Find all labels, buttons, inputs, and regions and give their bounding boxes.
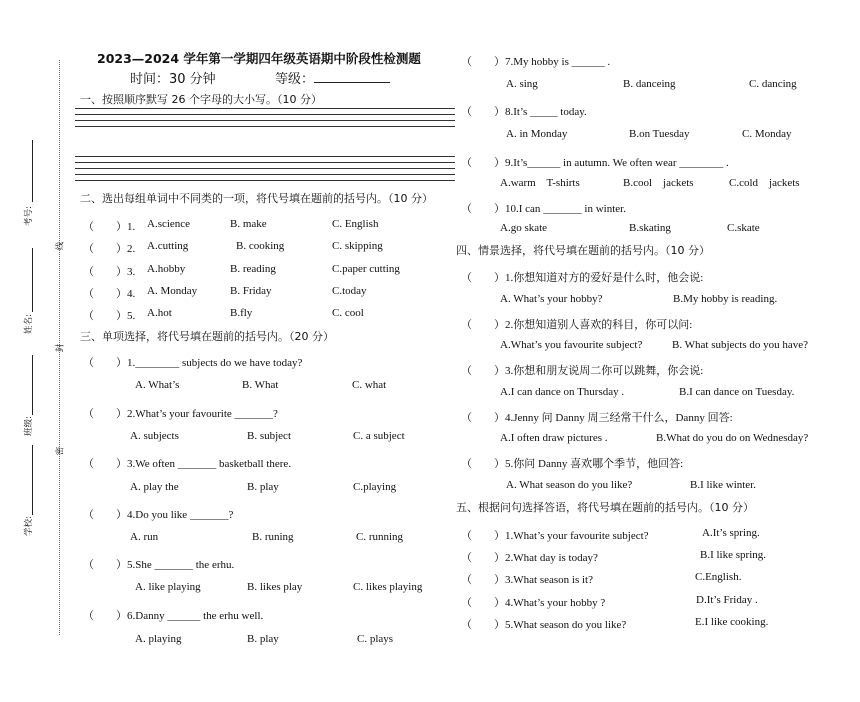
s3-q8-stem: （ ）8.It’s _____ today. xyxy=(461,106,587,118)
binding-mark-xian: 线 xyxy=(55,241,66,251)
s2-q1-option-c: C. English xyxy=(332,218,379,230)
s3-q9-option-b: B.cool jackets xyxy=(623,177,694,189)
s5-q3-answer-option: C.English. xyxy=(695,571,742,583)
class-line xyxy=(32,355,33,415)
s5-q1-answer-option: A.It’s spring. xyxy=(702,527,760,539)
s2-q4-option-c: C.today xyxy=(332,285,367,297)
s3-q7-stem: （ ）7.My hobby is ______ . xyxy=(461,56,611,68)
s3-q4-option-c: C. running xyxy=(356,531,404,543)
s3-q4-stem: （ ）4.Do you like _______? xyxy=(83,509,234,521)
s3-q3-option-c: C.playing xyxy=(353,481,397,493)
exam-number-line xyxy=(32,140,33,202)
s4-q3-option-b: B.I can dance on Tuesday. xyxy=(679,386,795,398)
s2-q2-number: （ ）2. xyxy=(83,243,136,255)
s3-q9-stem: （ ）9.It’s______ in autumn. We often wear ________ . xyxy=(461,157,729,169)
s3-q1-option-c: C. what xyxy=(352,379,387,391)
s3-q6-option-b: B. play xyxy=(247,633,279,645)
s4-q3-stem: （ ）3.你想和朋友说周二你可以跳舞，你会说: xyxy=(461,365,704,377)
s3-q1-option-b: B. What xyxy=(242,379,279,391)
s4-q5-option-a: A. What season do you like? xyxy=(506,479,633,491)
s3-q5-option-c: C. likes playing xyxy=(353,581,423,593)
s3-q2-option-c: C. a subject xyxy=(353,430,405,442)
s5-q4-answer-option: D.It’s Friday . xyxy=(696,594,758,606)
s2-q5-option-c: C. cool xyxy=(332,307,364,319)
school-label: 学校: xyxy=(23,516,34,536)
binding-mark-mi: 密 xyxy=(55,446,66,456)
writing-line xyxy=(75,114,455,115)
s3-q3-stem: （ ）3.We often _______ basketball there. xyxy=(83,458,292,470)
writing-line xyxy=(75,156,455,157)
s3-q4-option-a: A. run xyxy=(130,531,159,543)
s3-q7-option-b: B. danceing xyxy=(623,78,676,90)
binding-mark-feng: 封 xyxy=(55,343,66,353)
writing-line xyxy=(75,180,455,181)
s4-q4-option-a: A.I often draw pictures . xyxy=(500,432,608,444)
name-line xyxy=(32,248,33,312)
exam-title: 2023—2024 学年第一学期四年级英语期中阶段性检测题 xyxy=(97,51,421,66)
s3-q10-option-a: A.go skate xyxy=(500,222,548,234)
exam-time: 时间：30 分钟 xyxy=(130,72,216,87)
s3-q10-option-c: C.skate xyxy=(727,222,760,234)
s2-q5-option-a: A.hot xyxy=(147,307,172,319)
s3-q3-option-b: B. play xyxy=(247,481,279,493)
s3-q10-stem: （ ）10.I can _______ in winter. xyxy=(461,203,626,215)
s3-q7-option-c: C. dancing xyxy=(749,78,797,90)
s2-q1-number: （ ）1. xyxy=(83,221,136,233)
s3-q2-option-b: B. subject xyxy=(247,430,291,442)
section-3-heading: 三、单项选择，将代号填在题前的括号内。（20 分） xyxy=(80,330,334,343)
s2-q3-option-c: C.paper cutting xyxy=(332,263,400,275)
writing-line xyxy=(75,108,455,109)
s4-q5-stem: （ ）5.你问 Danny 喜欢哪个季节，他回答: xyxy=(461,458,684,470)
writing-line xyxy=(75,174,455,175)
s2-q1-option-b: B. make xyxy=(230,218,267,230)
s4-q5-option-b: B.I like winter. xyxy=(690,479,756,491)
grade-blank[interactable] xyxy=(314,70,390,83)
s3-q8-option-b: B.on Tuesday xyxy=(629,128,690,140)
s3-q10-option-b: B.skating xyxy=(629,222,671,234)
s3-q6-option-c: C. plays xyxy=(357,633,394,645)
exam-number-label: 考号: xyxy=(23,206,34,226)
s4-q2-stem: （ ）2.你想知道别人喜欢的科目，你可以问: xyxy=(461,319,693,331)
s2-q4-option-a: A. Monday xyxy=(147,285,198,297)
section-2-heading: 二、选出每组单词中不同类的一项，将代号填在题前的括号内。（10 分） xyxy=(80,192,433,205)
s3-q2-option-a: A. subjects xyxy=(130,430,179,442)
s3-q9-option-c: C.cold jackets xyxy=(729,177,800,189)
s2-q4-option-b: B. Friday xyxy=(230,285,272,297)
grade-label: 等级： xyxy=(275,68,390,87)
writing-line xyxy=(75,168,455,169)
writing-line xyxy=(75,162,455,163)
s3-q5-stem: （ ）5.She _______ the erhu. xyxy=(83,559,235,571)
s3-q3-option-a: A. play the xyxy=(130,481,179,493)
s4-q1-option-b: B.My hobby is reading. xyxy=(673,293,778,305)
s3-q7-option-a: A. sing xyxy=(506,78,538,90)
s4-q1-option-a: A. What’s your hobby? xyxy=(500,293,603,305)
s3-q5-option-a: A. like playing xyxy=(135,581,201,593)
s3-q6-option-a: A. playing xyxy=(135,633,182,645)
s4-q2-option-b: B. What subjects do you have? xyxy=(672,339,809,351)
s2-q2-option-b: B. cooking xyxy=(236,240,285,252)
s3-q8-option-a: A. in Monday xyxy=(506,128,568,140)
section-1-heading: 一、按照顺序默写 26 个字母的大小写。（10 分） xyxy=(80,93,322,106)
s4-q4-option-b: B.What do you do on Wednesday? xyxy=(656,432,809,444)
s5-q2-stem: （ ）2.What day is today? xyxy=(461,552,598,564)
s2-q5-number: （ ）5. xyxy=(83,310,136,322)
s5-q2-answer-option: B.I like spring. xyxy=(700,549,766,561)
s2-q2-option-c: C. skipping xyxy=(332,240,383,252)
s3-q9-option-a: A.warm T-shirts xyxy=(500,177,580,189)
s3-q5-option-b: B. likes play xyxy=(247,581,303,593)
s3-q1-stem: （ ）1.________ subjects do we have today? xyxy=(83,357,303,369)
s2-q3-option-b: B. reading xyxy=(230,263,276,275)
writing-line xyxy=(75,120,455,121)
s5-q1-stem: （ ）1.What’s your favourite subject? xyxy=(461,530,649,542)
s3-q1-option-a: A. What’s xyxy=(135,379,180,391)
s3-q6-stem: （ ）6.Danny ______ the erhu well. xyxy=(83,610,264,622)
writing-line xyxy=(75,126,455,127)
s2-q4-number: （ ）4. xyxy=(83,288,136,300)
s2-q1-option-a: A.science xyxy=(147,218,191,230)
s5-q5-answer-option: E.I like cooking. xyxy=(695,616,769,628)
name-label: 姓名: xyxy=(23,314,34,334)
s2-q3-option-a: A.hobby xyxy=(147,263,186,275)
s3-q4-option-b: B. runing xyxy=(252,531,294,543)
s5-q5-stem: （ ）5.What season do you like? xyxy=(461,619,627,631)
class-label: 班级: xyxy=(23,416,34,436)
section-4-heading: 四、情景选择，将代号填在题前的括号内。（10 分） xyxy=(456,244,710,257)
s4-q2-option-a: A.What’s you favourite subject? xyxy=(500,339,643,351)
s3-q8-option-c: C. Monday xyxy=(742,128,792,140)
s5-q4-stem: （ ）4.What’s your hobby ? xyxy=(461,597,606,609)
s2-q5-option-b: B.fly xyxy=(230,307,253,319)
s5-q3-stem: （ ）3.What season is it? xyxy=(461,574,593,586)
school-line xyxy=(32,445,33,515)
s3-q2-stem: （ ）2.What’s your favourite _______? xyxy=(83,408,278,420)
s4-q1-stem: （ ）1.你想知道对方的爱好是什么时，他会说: xyxy=(461,272,704,284)
section-5-heading: 五、根据问句选择答语，将代号填在题前的括号内。（10 分） xyxy=(456,501,754,514)
s2-q3-number: （ ）3. xyxy=(83,266,136,278)
s4-q3-option-a: A.I can dance on Thursday . xyxy=(500,386,625,398)
s4-q4-stem: （ ）4.Jenny 问 Danny 周三经常干什么，Danny 回答: xyxy=(461,412,733,424)
s2-q2-option-a: A.cutting xyxy=(147,240,189,252)
